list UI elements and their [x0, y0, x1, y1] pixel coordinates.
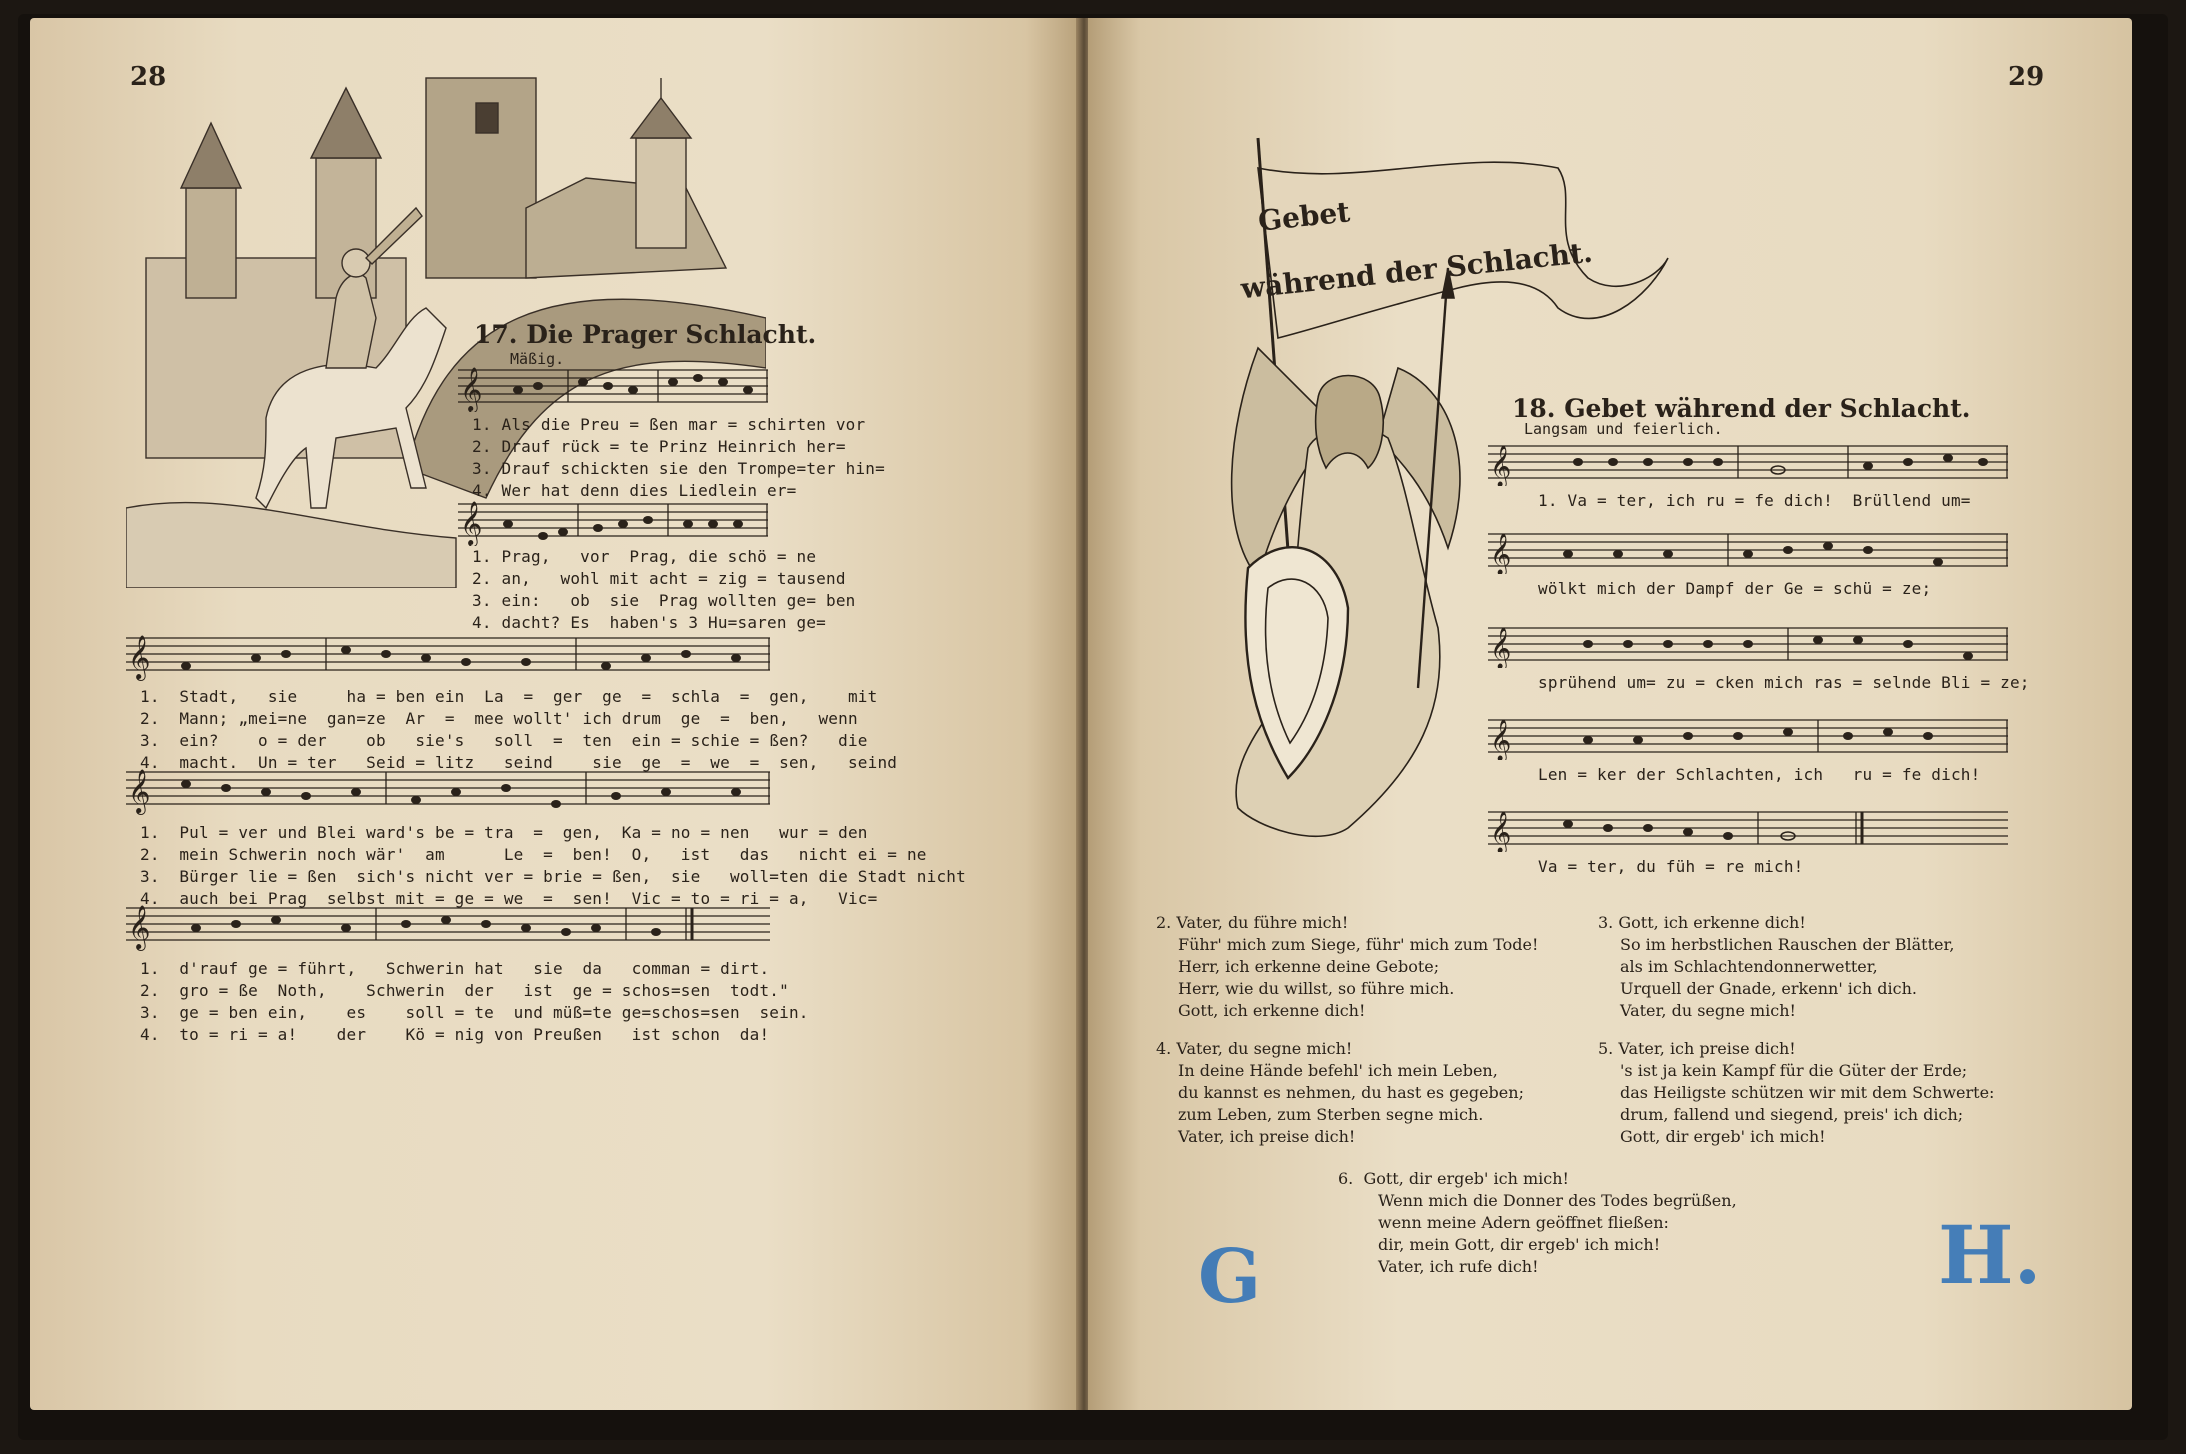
- verse-line: Führ' mich zum Siege, führ' mich zum Tode!: [1178, 935, 1539, 954]
- lyric-line: 4. to = ri = a! der Kö = nig von Preußen ist schon da!: [140, 1025, 770, 1044]
- verse-line: Vater, du segne mich!: [1620, 1001, 1796, 1020]
- verse-line: Herr, wie du willst, so führe mich.: [1178, 979, 1455, 998]
- lyric-line: 2. gro = ße Noth, Schwerin der ist ge = schos=sen todt.": [140, 981, 789, 1000]
- svg-text:𝄞: 𝄞: [128, 905, 151, 949]
- verse-line: das Heiligste schützen wir mit dem Schwerte:: [1620, 1083, 1995, 1102]
- lyrics-17-system-1: [472, 414, 885, 502]
- lyric-line: 4. dacht? Es haben's 3 Hu=saren ge=: [472, 613, 826, 632]
- svg-text:𝄞: 𝄞: [460, 501, 483, 545]
- song-title-17: 17. Die Prager Schlacht.: [474, 320, 817, 349]
- verse-line: Vater, ich rufe dich!: [1378, 1257, 1539, 1276]
- verse-line: Herr, ich erkenne deine Gebote;: [1178, 957, 1440, 976]
- verse-line: du kannst es nehmen, du hast es gegeben;: [1178, 1083, 1524, 1102]
- page-number-right: 29: [2008, 62, 2045, 92]
- lyric-line: 3. Drauf schickten sie den Trompe=ter hin=: [472, 459, 885, 478]
- blue-stamp-left: G: [1198, 1234, 1262, 1320]
- lyric-line: 1. Als die Preu = ßen mar = schirten vor: [472, 415, 866, 434]
- right-page: [1088, 18, 2132, 1410]
- lyric-line: 4. Wer hat denn dies Liedlein er=: [472, 481, 797, 500]
- verse-line: Gott, ich erkenne dich!: [1178, 1001, 1366, 1020]
- lyric-line: 2. an, wohl mit acht = zig = tausend: [472, 569, 846, 588]
- tempo-marking-18: Langsam und feierlich.: [1524, 420, 1723, 438]
- lyric-line: 3. Bürger lie = ßen sich's nicht ver = brie = ßen, sie woll=ten die Stadt nicht: [140, 867, 966, 886]
- verse-4: [1156, 1038, 1524, 1148]
- music-staff-18-3: [1488, 620, 2008, 668]
- lyric-line: 1. Pul = ver und Blei ward's be = tra = gen, Ka = no = nen wur = den: [140, 823, 868, 842]
- verse-line: wenn meine Adern geöffnet fließen:: [1378, 1213, 1669, 1232]
- verse-line: Gott, dir ergeb' ich mich!: [1620, 1127, 1826, 1146]
- left-page: [30, 18, 1078, 1410]
- verse-line: 4. Vater, du segne mich!: [1156, 1039, 1353, 1058]
- lyrics-18-line-2: wölkt mich der Dampf der Ge = schü = ze;: [1538, 579, 1932, 598]
- lyrics-18-line-4: Len = ker der Schlachten, ich ru = fe dich!: [1538, 765, 1981, 784]
- lyric-line: 4. auch bei Prag selbst mit = ge = we = sen! Vic = to = ri = a, Vic=: [140, 889, 878, 908]
- verse-line: In deine Hände befehl' ich mein Leben,: [1178, 1061, 1498, 1080]
- verse-line: 3. Gott, ich erkenne dich!: [1598, 913, 1806, 932]
- verse-line: drum, fallend und siegend, preis' ich dich;: [1620, 1105, 1964, 1124]
- music-staff-5: [126, 898, 770, 952]
- banner-text-line-1: Gebet: [1256, 195, 1352, 238]
- verse-2: [1156, 912, 1538, 1022]
- music-staff-1: [458, 362, 768, 412]
- music-staff-2: [458, 496, 768, 546]
- lyric-line: 1. Stadt, sie ha = ben ein La = ger ge = schla = gen, mit: [140, 687, 878, 706]
- lyrics-17-system-2: [472, 546, 855, 634]
- svg-text:𝄞: 𝄞: [128, 769, 151, 813]
- verse-line: 2. Vater, du führe mich!: [1156, 913, 1349, 932]
- verse-line: 6. Gott, dir ergeb' ich mich!: [1338, 1169, 1569, 1188]
- lyric-line: 1. d'rauf ge = führt, Schwerin hat sie da comman = dirt.: [140, 959, 770, 978]
- verse-line: Vater, ich preise dich!: [1178, 1127, 1356, 1146]
- lyric-line: 1. Prag, vor Prag, die schö = ne: [472, 547, 817, 566]
- svg-text:𝄞: 𝄞: [1490, 446, 1512, 486]
- music-staff-18-2: [1488, 526, 2008, 574]
- svg-text:𝄞: 𝄞: [1490, 812, 1512, 852]
- music-staff-4: [126, 762, 770, 816]
- verse-line: 's ist ja kein Kampf für die Güter der Erde;: [1620, 1061, 1968, 1080]
- music-staff-18-1: [1488, 438, 2008, 486]
- svg-text:𝄞: 𝄞: [460, 367, 483, 411]
- verse-5: [1598, 1038, 1994, 1148]
- music-staff-18-4: [1488, 712, 2008, 760]
- lyrics-17-system-3: [140, 686, 897, 774]
- lyrics-17-system-4: [140, 822, 966, 910]
- lyrics-18-line-1: 1. Va = ter, ich ru = fe dich! Brüllend um=: [1538, 491, 1971, 510]
- lyric-line: 2. mein Schwerin noch wär' am Le = ben! O, ist das nicht ei = ne: [140, 845, 927, 864]
- page-number-left: 28: [130, 62, 167, 92]
- svg-text:𝄞: 𝄞: [1490, 534, 1512, 574]
- verse-line: dir, mein Gott, dir ergeb' ich mich!: [1378, 1235, 1661, 1254]
- svg-text:𝄞: 𝄞: [1490, 628, 1512, 668]
- verse-3: [1598, 912, 1954, 1022]
- lyric-line: 3. ein: ob sie Prag wollten ge= ben: [472, 591, 856, 610]
- verse-line: So im herbstlichen Rauschen der Blätter,: [1620, 935, 1955, 954]
- svg-text:𝄞: 𝄞: [128, 635, 151, 679]
- lyrics-17-system-5: [140, 958, 809, 1046]
- verse-line: als im Schlachtendonnerwetter,: [1620, 957, 1878, 976]
- lyric-line: 2. Mann; „mei=ne gan=ze Ar = mee wollt' ich drum ge = ben, wenn: [140, 709, 858, 728]
- lyric-line: 4. macht. Un = ter Seid = litz seind sie ge = we = sen, seind: [140, 753, 898, 772]
- verse-line: zum Leben, zum Sterben segne mich.: [1178, 1105, 1484, 1124]
- tempo-marking-17: Mäßig.: [510, 350, 565, 368]
- lyric-line: 3. ge = ben ein, es soll = te und müß=te ge=schos=sen sein.: [140, 1003, 809, 1022]
- verse-6: [1338, 1168, 1737, 1278]
- banner-text-line-2: während der Schlacht.: [1239, 235, 1595, 306]
- lyrics-18-line-3: sprühend um= zu = cken mich ras = selnde Bli = ze;: [1538, 673, 2030, 692]
- blue-stamp-right: H.: [1938, 1208, 2042, 1302]
- lyrics-18-line-5: Va = ter, du füh = re mich!: [1538, 857, 1804, 876]
- lyric-line: 2. Drauf rück = te Prinz Heinrich her=: [472, 437, 846, 456]
- verse-line: Wenn mich die Donner des Todes begrüßen,: [1378, 1191, 1737, 1210]
- verse-line: 5. Vater, ich preise dich!: [1598, 1039, 1796, 1058]
- lyric-line: 3. ein? o = der ob sie's soll = ten ein = schie = ßen? die: [140, 731, 868, 750]
- song-title-18: 18. Gebet während der Schlacht.: [1512, 394, 1971, 423]
- music-staff-18-5: [1488, 804, 2008, 852]
- music-staff-3: [126, 628, 770, 682]
- svg-text:𝄞: 𝄞: [1490, 720, 1512, 760]
- verse-line: Urquell der Gnade, erkenn' ich dich.: [1620, 979, 1917, 998]
